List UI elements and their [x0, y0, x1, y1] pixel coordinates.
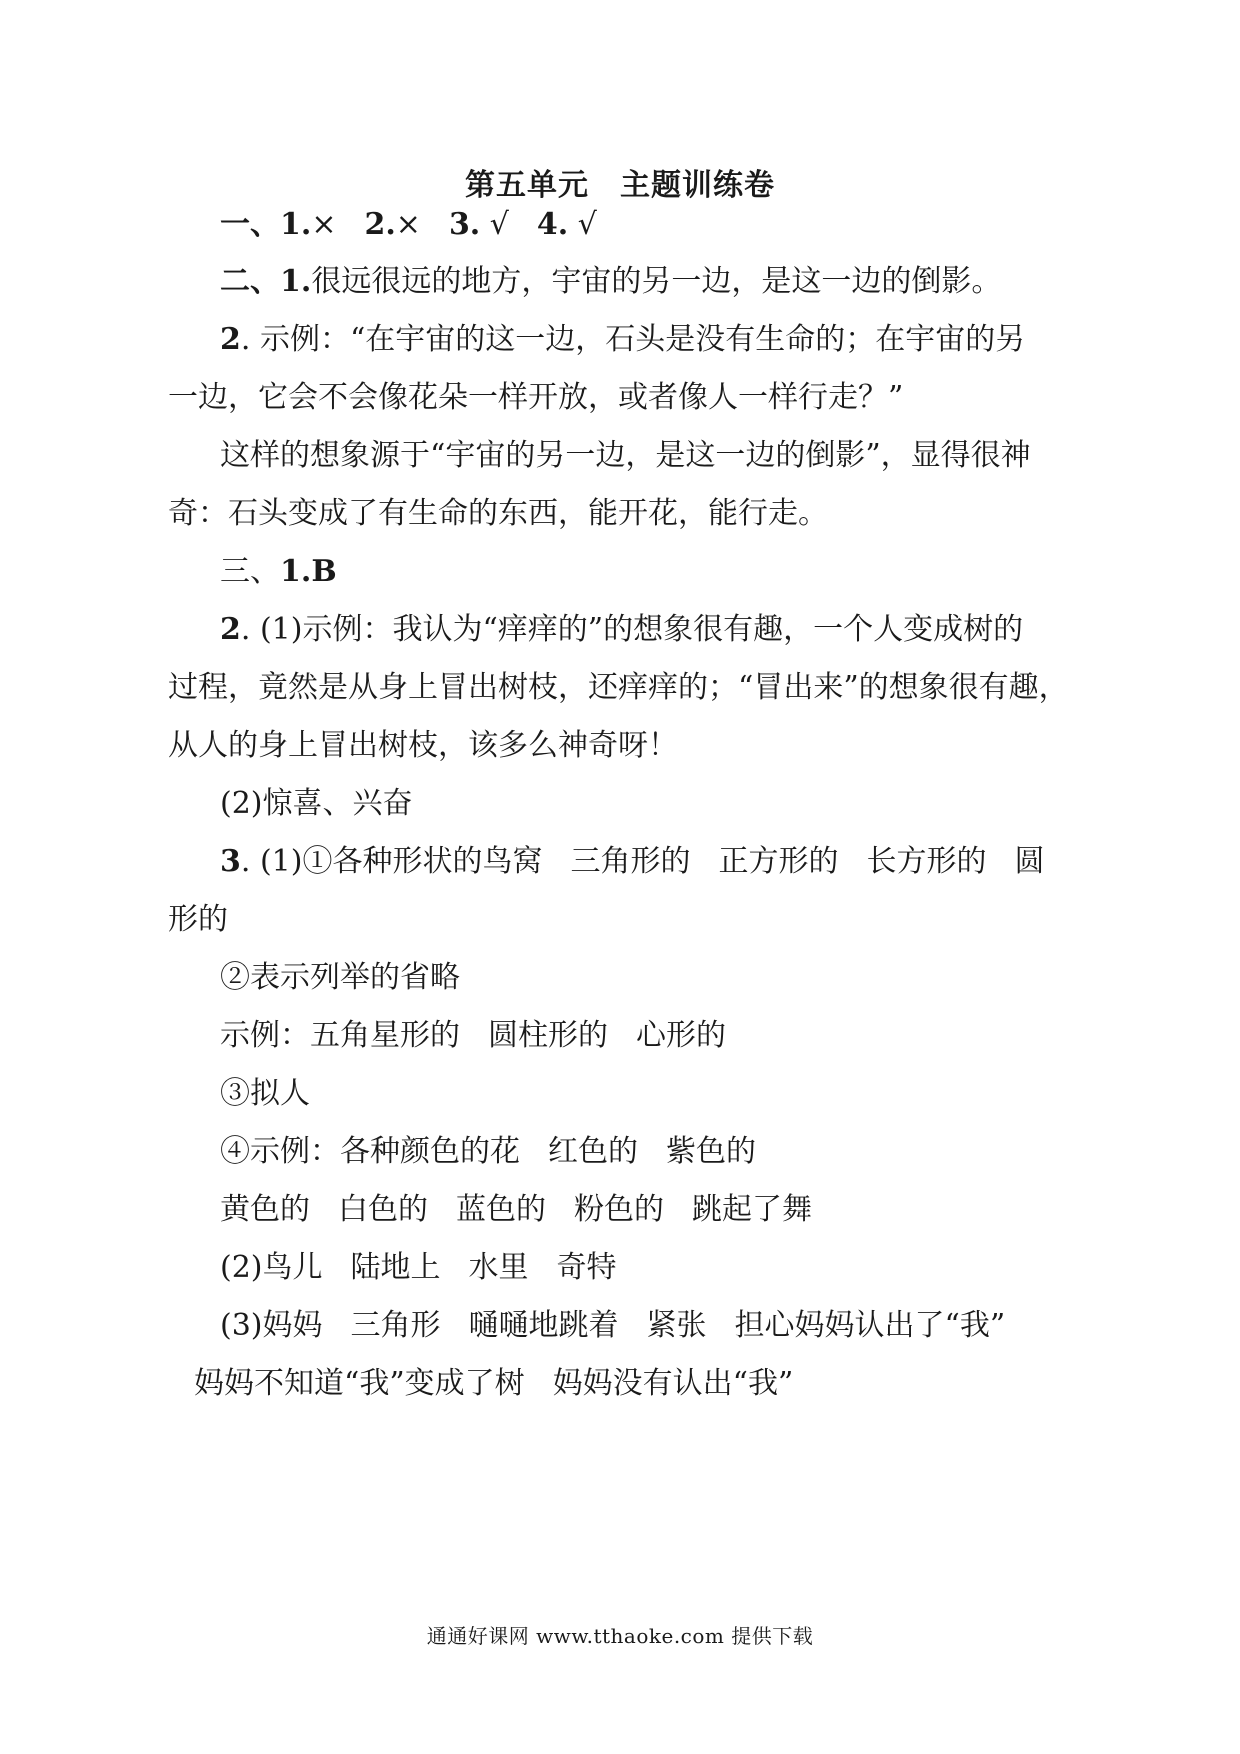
q2-number: 2: [220, 322, 241, 357]
q3-part3-b-2: 妈妈没有认出“我”: [552, 1366, 794, 1401]
q3-part3-a-1: (3)妈妈: [220, 1308, 323, 1343]
q3-part3-a-5: 担心妈妈认出了“我”: [734, 1308, 1006, 1343]
answer-4: √: [568, 207, 597, 242]
section1-label: 一、: [220, 207, 280, 242]
section3-label: 三、: [220, 554, 280, 589]
answer-1: ×: [311, 207, 337, 242]
s3-q2-number: 2: [220, 612, 241, 647]
q3-sub2: ②表示列举的省略: [220, 960, 460, 995]
q3-sub2-example: [220, 1016, 726, 1056]
footer-credit: 通通好课网 www.tthaoke.com 提供下载: [426, 1624, 814, 1648]
section2-q1: [220, 262, 1001, 302]
q3-sub4-b-5: 跳起了舞: [692, 1192, 812, 1227]
q3-line1-c: 正方形的: [718, 844, 839, 879]
section3-q2-line3: 从人的身上冒出树枝，该多么神奇呀！: [168, 728, 678, 763]
s3-q1-number: 1.: [280, 554, 312, 589]
q3-part3-a: [220, 1306, 1005, 1346]
answer-1-num: 1.: [280, 207, 312, 242]
q3-sub4-b-1: 黄色的: [220, 1192, 310, 1227]
section2-q2-line3: 这样的想象源于“宇宙的另一边，是这一边的倒影”，显得很神: [220, 438, 1031, 473]
section1-answers: [220, 205, 597, 245]
q3-part3-a-2: 三角形: [350, 1308, 441, 1343]
q3-part2-1: (2)鸟儿: [220, 1250, 323, 1285]
section2-q2-line2: 一边，它会不会像花朵一样开放，或者像人一样行走？”: [168, 380, 904, 415]
q3-part3-a-4: 紧张: [646, 1308, 707, 1343]
section2-q2-line1: [220, 320, 1025, 360]
answer-4-num: 4.: [536, 207, 569, 242]
q3-sub4-b-3: 蓝色的: [456, 1192, 546, 1227]
section3-q1: [220, 552, 337, 592]
q3-part3-b: [194, 1364, 793, 1404]
section2-label: 二、: [220, 264, 280, 299]
s3-q1-answer: B: [311, 554, 337, 589]
answer-3-num: 3.: [448, 207, 481, 242]
section3-q3-line2: 形的: [168, 902, 228, 937]
section3-q2-line1: [220, 610, 1023, 650]
s3-q2-text: . (1)示例：我认为“痒痒的”的想象很有趣，一个人变成树的: [240, 612, 1024, 647]
q3-sub4-b: [220, 1190, 812, 1230]
q3-sub4-b-4: 粉色的: [574, 1192, 664, 1227]
q3-sub4-b-2: 白色的: [338, 1192, 428, 1227]
section3-q3-line1: [220, 842, 1044, 882]
q3-sub4-a-2: 红色的: [548, 1134, 638, 1169]
q3-sub2-ex-1: 示例：五角星形的: [220, 1018, 460, 1053]
q3-sub2-ex-2: 圆柱形的: [488, 1018, 608, 1053]
q3-line1-a: . (1)①各种形状的鸟窝: [240, 844, 543, 879]
q3-sub4-a-1: ④示例：各种颜色的花: [220, 1134, 520, 1169]
answer-3: √: [480, 207, 509, 242]
q3-part2-4: 奇特: [556, 1250, 617, 1285]
answer-2-num: 2.: [364, 207, 396, 242]
q3-part3-a-3: 嗵嗵地跳着: [468, 1308, 619, 1343]
page-title: 第五单元 主题训练卷: [465, 168, 775, 203]
q3-sub4-a-3: 紫色的: [666, 1134, 756, 1169]
section3-q2-part2: (2)惊喜、兴奋: [220, 786, 413, 821]
q3-part3-b-1: 妈妈不知道“我”变成了树: [194, 1366, 525, 1401]
q3-part2: [220, 1248, 617, 1288]
section2-q2-line4: 奇：石头变成了有生命的东西，能开花，能行走。: [168, 496, 828, 531]
q3-part2-2: 陆地上: [350, 1250, 441, 1285]
q3-sub3: ③拟人: [220, 1076, 310, 1111]
q3-sub4-a: [220, 1132, 756, 1172]
q1-number: 1.: [280, 264, 312, 299]
q3-line1-d: 长方形的: [866, 844, 987, 879]
s3-q3-number: 3: [220, 844, 241, 879]
q2-text: . 示例：“在宇宙的这一边，石头是没有生命的；在宇宙的另: [240, 322, 1026, 357]
q3-line1-e: 圆: [1014, 844, 1045, 879]
answer-2: ×: [395, 207, 421, 242]
q3-line1-b: 三角形的: [570, 844, 691, 879]
q3-sub2-ex-3: 心形的: [636, 1018, 726, 1053]
q1-text: 很远很远的地方，宇宙的另一边，是这一边的倒影。: [311, 264, 1002, 299]
section3-q2-line2: 过程，竟然是从身上冒出树枝，还痒痒的；“冒出来”的想象很有趣，: [168, 670, 1069, 705]
q3-part2-3: 水里: [468, 1250, 529, 1285]
